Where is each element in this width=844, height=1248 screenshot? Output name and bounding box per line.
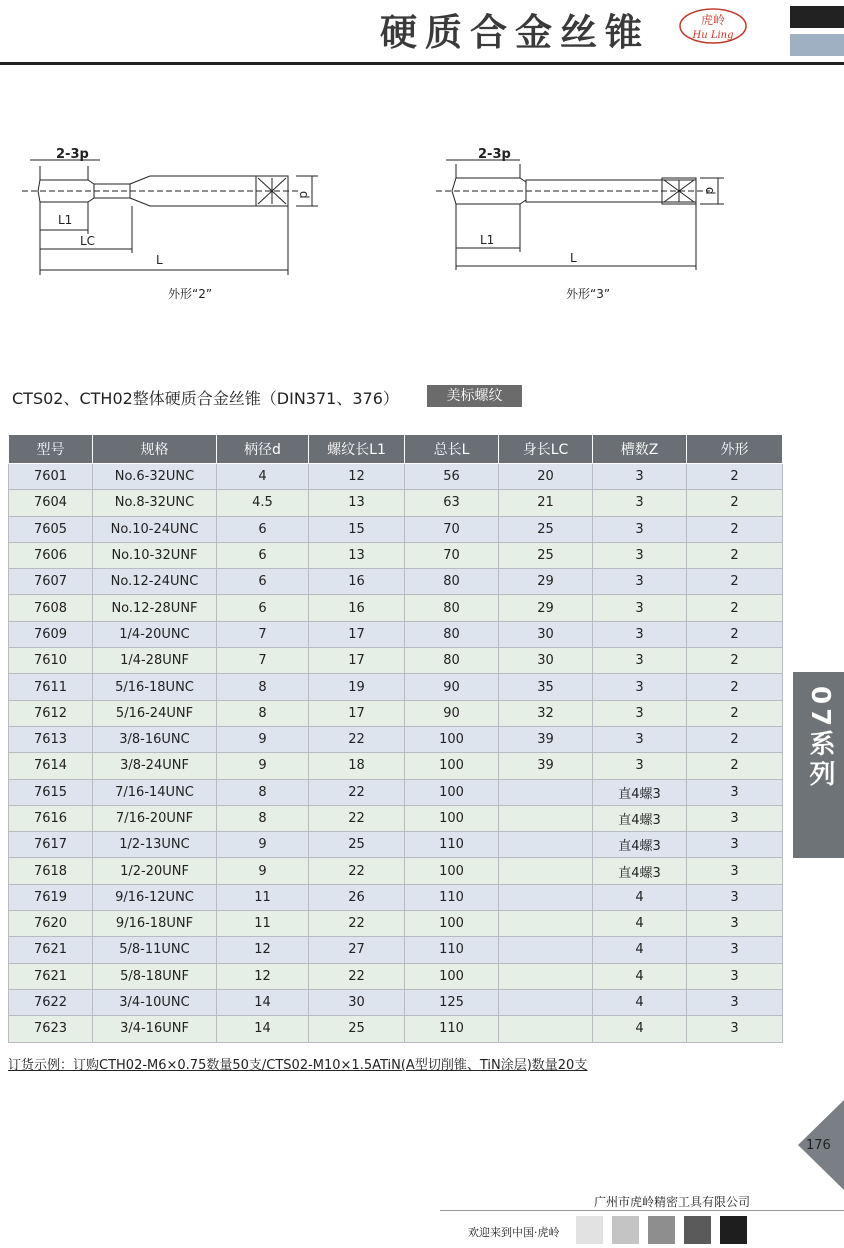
table-cell: 17: [309, 700, 405, 726]
table-cell: 22: [309, 779, 405, 805]
table-cell: 12: [309, 464, 405, 490]
table-cell: 13: [309, 542, 405, 568]
diagram-2-thread-label: 2-3p: [56, 147, 89, 162]
table-cell: 直4螺3: [593, 858, 687, 884]
table-cell: 3: [593, 542, 687, 568]
column-header: 总长L: [405, 435, 499, 464]
spec-table: [8, 434, 783, 1043]
color-swatch: [720, 1216, 747, 1244]
table-cell: 3: [687, 1016, 783, 1042]
table-cell: 7605: [9, 516, 93, 542]
table-cell: 7619: [9, 884, 93, 910]
table-cell: 100: [405, 726, 499, 752]
diagram-2-lc-label: LC: [80, 234, 96, 248]
table-cell: [499, 779, 593, 805]
footer-divider: [440, 1210, 844, 1211]
table-cell: 22: [309, 911, 405, 937]
table-cell: 13: [309, 490, 405, 516]
diagram-2-l1-label: L1: [58, 213, 73, 227]
table-cell: 7616: [9, 805, 93, 831]
table-cell: 8: [217, 700, 309, 726]
column-header: 柄径d: [217, 435, 309, 464]
table-cell: 3: [593, 621, 687, 647]
table-cell: 3: [687, 858, 783, 884]
tap-diagram-shape-3: [436, 160, 724, 270]
table-cell: 3: [593, 490, 687, 516]
tap-diagrams: [0, 130, 844, 310]
table-row: [9, 911, 783, 937]
logo-cn-text: 虎岭: [700, 13, 726, 27]
color-swatch: [648, 1216, 675, 1244]
table-row: [9, 464, 783, 490]
table-cell: 直4螺3: [593, 832, 687, 858]
table-cell: 2: [687, 726, 783, 752]
table-cell: 6: [217, 542, 309, 568]
table-cell: 3: [687, 911, 783, 937]
table-cell: 7613: [9, 726, 93, 752]
table-cell: 3: [687, 832, 783, 858]
company-name: 广州市虎岭精密工具有限公司: [594, 1195, 751, 1209]
table-cell: 1/4-28UNF: [93, 648, 217, 674]
table-cell: 8: [217, 779, 309, 805]
table-cell: 5/16-18UNC: [93, 674, 217, 700]
table-row: [9, 989, 783, 1015]
table-cell: 80: [405, 595, 499, 621]
table-cell: 8: [217, 805, 309, 831]
table-cell: 30: [499, 621, 593, 647]
table-cell: 12: [217, 937, 309, 963]
table-cell: 70: [405, 542, 499, 568]
table-cell: 39: [499, 753, 593, 779]
table-cell: [499, 963, 593, 989]
table-cell: 3: [593, 700, 687, 726]
table-cell: 100: [405, 805, 499, 831]
table-cell: 4: [593, 884, 687, 910]
table-row: [9, 805, 783, 831]
table-cell: 35: [499, 674, 593, 700]
table-cell: 2: [687, 753, 783, 779]
section-title: CTS02、CTH02整体硬质合金丝锥（DIN371、376）: [12, 389, 399, 408]
table-cell: 2: [687, 516, 783, 542]
table-cell: 6: [217, 516, 309, 542]
table-row: [9, 621, 783, 647]
table-row: [9, 937, 783, 963]
table-cell: 7621: [9, 963, 93, 989]
table-row: [9, 884, 783, 910]
table-cell: 22: [309, 963, 405, 989]
table-cell: 3: [687, 805, 783, 831]
table-row: [9, 674, 783, 700]
table-cell: 5/16-24UNF: [93, 700, 217, 726]
table-cell: 2: [687, 464, 783, 490]
table-cell: 25: [309, 832, 405, 858]
table-cell: 5/8-11UNC: [93, 937, 217, 963]
table-cell: 11: [217, 884, 309, 910]
table-cell: 20: [499, 464, 593, 490]
table-cell: 39: [499, 726, 593, 752]
table-cell: 18: [309, 753, 405, 779]
welcome-text: 欢迎来到中国·虎岭: [468, 1226, 560, 1239]
table-cell: 1/2-13UNC: [93, 832, 217, 858]
table-cell: 32: [499, 700, 593, 726]
table-cell: 25: [309, 1016, 405, 1042]
table-cell: No.10-32UNF: [93, 542, 217, 568]
table-cell: 直4螺3: [593, 779, 687, 805]
table-cell: 29: [499, 595, 593, 621]
table-cell: 7607: [9, 569, 93, 595]
table-cell: 90: [405, 700, 499, 726]
diagram-3-d-label: d: [703, 187, 717, 195]
table-cell: 7601: [9, 464, 93, 490]
table-cell: 16: [309, 569, 405, 595]
table-cell: 11: [217, 911, 309, 937]
column-header: 型号: [9, 435, 93, 464]
diagram-2-caption: 外形“2”: [168, 287, 213, 301]
table-cell: 125: [405, 989, 499, 1015]
table-cell: 7608: [9, 595, 93, 621]
table-cell: 7620: [9, 911, 93, 937]
table-cell: 2: [687, 595, 783, 621]
table-cell: 100: [405, 779, 499, 805]
table-cell: 9/16-18UNF: [93, 911, 217, 937]
table-cell: 4: [593, 911, 687, 937]
table-header-row: [9, 435, 783, 464]
table-cell: 7615: [9, 779, 93, 805]
table-cell: 3: [593, 516, 687, 542]
table-cell: 1/2-20UNF: [93, 858, 217, 884]
table-cell: No.6-32UNC: [93, 464, 217, 490]
table-cell: 4: [593, 963, 687, 989]
table-cell: 3: [593, 648, 687, 674]
table-cell: 4: [593, 1016, 687, 1042]
color-swatch: [576, 1216, 603, 1244]
table-cell: 9: [217, 726, 309, 752]
table-cell: 17: [309, 621, 405, 647]
table-cell: 110: [405, 1016, 499, 1042]
table-cell: 3: [593, 595, 687, 621]
table-cell: 3: [687, 884, 783, 910]
table-cell: 2: [687, 490, 783, 516]
table-cell: 7623: [9, 1016, 93, 1042]
table-row: [9, 753, 783, 779]
table-cell: 3/8-24UNF: [93, 753, 217, 779]
table-cell: 22: [309, 726, 405, 752]
table-cell: 22: [309, 858, 405, 884]
table-cell: 5/8-18UNF: [93, 963, 217, 989]
logo-en-text: Hu Ling: [692, 30, 734, 41]
table-cell: [499, 884, 593, 910]
page-number: 176: [806, 1138, 831, 1153]
table-row: [9, 648, 783, 674]
table-cell: 7: [217, 621, 309, 647]
table-cell: 110: [405, 884, 499, 910]
table-cell: 80: [405, 648, 499, 674]
table-cell: 90: [405, 674, 499, 700]
thread-standard-badge: 美标螺纹: [427, 385, 522, 407]
table-row: [9, 779, 783, 805]
table-cell: 6: [217, 595, 309, 621]
table-cell: 16: [309, 595, 405, 621]
table-cell: 12: [217, 963, 309, 989]
table-cell: 2: [687, 621, 783, 647]
series-side-tab-label: 07系列: [805, 686, 835, 791]
table-cell: 2: [687, 648, 783, 674]
order-example-note: 订货示例：订购CTH02-M6×0.75数量50支/CTS02-M10×1.5ATiN(A型切削锥、TiN涂层)数量20支: [8, 1058, 588, 1073]
table-cell: 7/16-14UNC: [93, 779, 217, 805]
table-cell: 26: [309, 884, 405, 910]
diagram-3-thread-label: 2-3p: [478, 147, 511, 162]
brand-logo: [678, 6, 748, 46]
table-cell: 70: [405, 516, 499, 542]
table-cell: [499, 805, 593, 831]
table-cell: [499, 858, 593, 884]
table-cell: [499, 911, 593, 937]
table-cell: 3: [593, 726, 687, 752]
table-cell: No.12-28UNF: [93, 595, 217, 621]
column-header: 外形: [687, 435, 783, 464]
table-cell: 2: [687, 569, 783, 595]
column-header: 身长LC: [499, 435, 593, 464]
table-cell: 7618: [9, 858, 93, 884]
color-swatch: [612, 1216, 639, 1244]
table-cell: 直4螺3: [593, 805, 687, 831]
table-cell: [499, 1016, 593, 1042]
table-cell: 30: [309, 989, 405, 1015]
table-row: [9, 963, 783, 989]
table-cell: 3: [593, 674, 687, 700]
table-cell: 4: [593, 989, 687, 1015]
table-row: [9, 726, 783, 752]
table-cell: 4: [217, 464, 309, 490]
table-cell: 7612: [9, 700, 93, 726]
table-cell: 110: [405, 832, 499, 858]
table-cell: 9: [217, 753, 309, 779]
header-block-dark: [790, 6, 844, 28]
table-cell: 25: [499, 542, 593, 568]
table-row: [9, 1016, 783, 1042]
table-cell: 7609: [9, 621, 93, 647]
table-row: [9, 516, 783, 542]
table-cell: 7617: [9, 832, 93, 858]
table-cell: 2: [687, 542, 783, 568]
table-cell: 7: [217, 648, 309, 674]
table-cell: 3: [593, 464, 687, 490]
table-cell: 4.5: [217, 490, 309, 516]
table-cell: 100: [405, 963, 499, 989]
table-cell: 14: [217, 1016, 309, 1042]
color-swatch: [684, 1216, 711, 1244]
table-cell: 6: [217, 569, 309, 595]
table-cell: 22: [309, 805, 405, 831]
table-cell: 56: [405, 464, 499, 490]
table-cell: 110: [405, 937, 499, 963]
table-row: [9, 858, 783, 884]
table-cell: 100: [405, 858, 499, 884]
diagram-2-d-label: d: [297, 191, 311, 199]
table-row: [9, 832, 783, 858]
table-cell: 3/4-16UNF: [93, 1016, 217, 1042]
table-cell: 7/16-20UNF: [93, 805, 217, 831]
series-side-tab: [793, 672, 844, 858]
table-cell: 7622: [9, 989, 93, 1015]
table-cell: 21: [499, 490, 593, 516]
header-block-blue: [790, 34, 844, 56]
table-cell: 27: [309, 937, 405, 963]
table-cell: 80: [405, 621, 499, 647]
table-cell: 30: [499, 648, 593, 674]
diagram-3-caption: 外形“3”: [566, 287, 611, 301]
diagram-3-l1-label: L1: [480, 233, 495, 247]
table-cell: 80: [405, 569, 499, 595]
table-cell: 25: [499, 516, 593, 542]
table-cell: 7614: [9, 753, 93, 779]
column-header: 规格: [93, 435, 217, 464]
table-row: [9, 700, 783, 726]
table-cell: 15: [309, 516, 405, 542]
table-cell: 4: [593, 937, 687, 963]
diagram-2-l-label: L: [156, 253, 163, 267]
column-header: 螺纹长L1: [309, 435, 405, 464]
table-cell: No.8-32UNC: [93, 490, 217, 516]
table-cell: 7606: [9, 542, 93, 568]
table-cell: 3: [687, 937, 783, 963]
table-cell: 7610: [9, 648, 93, 674]
table-cell: 3/8-16UNC: [93, 726, 217, 752]
table-cell: 8: [217, 674, 309, 700]
table-cell: 100: [405, 911, 499, 937]
diagram-3-l-label: L: [570, 251, 577, 265]
table-cell: 3: [593, 753, 687, 779]
table-row: [9, 542, 783, 568]
table-cell: 2: [687, 674, 783, 700]
table-cell: 7621: [9, 937, 93, 963]
page-title: 硬质合金丝锥: [380, 11, 650, 54]
header-divider: [0, 62, 844, 65]
table-cell: 19: [309, 674, 405, 700]
table-row: [9, 595, 783, 621]
table-cell: 3: [687, 963, 783, 989]
table-cell: No.10-24UNC: [93, 516, 217, 542]
table-cell: 9/16-12UNC: [93, 884, 217, 910]
table-cell: 29: [499, 569, 593, 595]
table-cell: 7611: [9, 674, 93, 700]
table-cell: 3/4-10UNC: [93, 989, 217, 1015]
table-row: [9, 490, 783, 516]
table-cell: 9: [217, 858, 309, 884]
table-row: [9, 569, 783, 595]
table-cell: 1/4-20UNC: [93, 621, 217, 647]
table-cell: 3: [687, 779, 783, 805]
table-cell: 3: [687, 989, 783, 1015]
column-header: 槽数Z: [593, 435, 687, 464]
table-cell: 2: [687, 700, 783, 726]
table-cell: [499, 832, 593, 858]
table-cell: 63: [405, 490, 499, 516]
table-cell: 17: [309, 648, 405, 674]
table-cell: 14: [217, 989, 309, 1015]
table-cell: 9: [217, 832, 309, 858]
table-cell: 7604: [9, 490, 93, 516]
table-cell: [499, 937, 593, 963]
table-cell: 3: [593, 569, 687, 595]
table-cell: [499, 989, 593, 1015]
table-cell: 100: [405, 753, 499, 779]
table-cell: No.12-24UNC: [93, 569, 217, 595]
